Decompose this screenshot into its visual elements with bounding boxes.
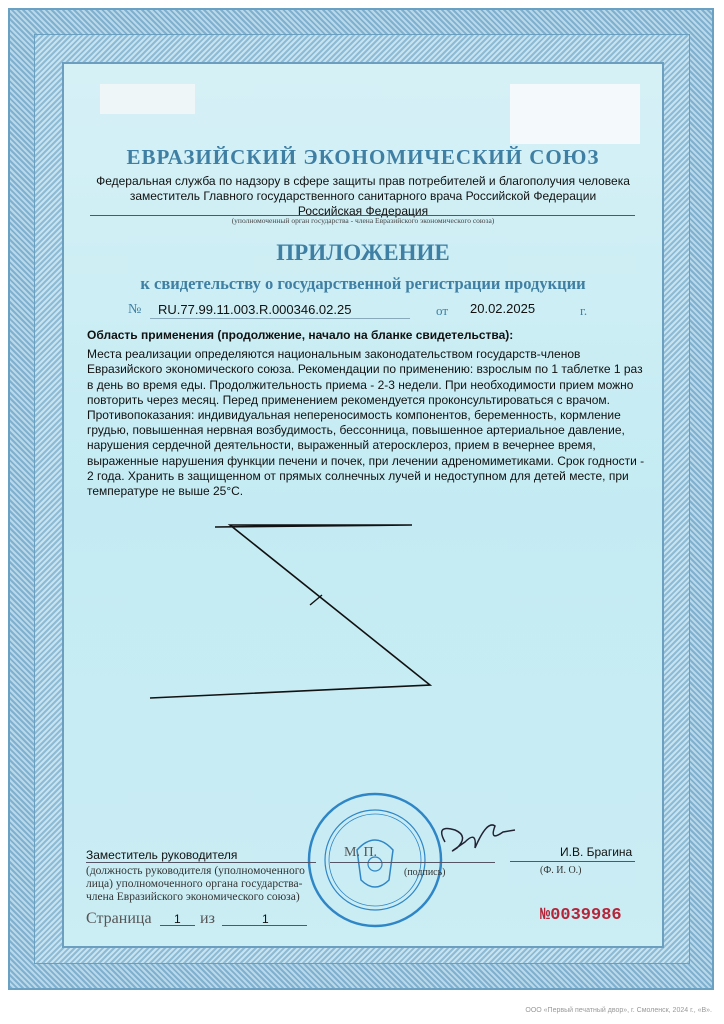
agency-line: заместитель Главного государственного санитарного врача Российской Федерации [129, 189, 597, 203]
appendix-subtitle: к свидетельству о государственной регистрации продукции [140, 274, 586, 293]
blank-patch [100, 84, 195, 114]
blank-patch [510, 84, 640, 144]
name-label: (Ф. И. О.) [540, 865, 582, 876]
agency-line: Федеральная служба по надзору в сфере защиты прав потребителей и благополучия человека [96, 174, 630, 188]
union-title: ЕВРАЗИЙСКИЙ ЭКОНОМИЧЕСКИЙ СОЮЗ [126, 145, 600, 169]
divider [160, 925, 195, 926]
scope-section [87, 328, 647, 499]
agency-note: (уполномоченный орган государства - члена Евразийского экономического союза) [231, 216, 495, 225]
z-stroke [150, 525, 430, 698]
seal-placeholder: М. П. [344, 845, 378, 860]
page-number: 1 [174, 912, 181, 926]
scope-heading: Область применения (продолжение, начало на бланке свидетельства): [87, 328, 514, 342]
agency-name [62, 174, 664, 219]
signature-label: (подпись) [404, 867, 446, 878]
form-number: №0039986 [540, 906, 622, 925]
signature [425, 812, 525, 862]
of-label: из [200, 910, 215, 927]
signer-name: И.В. Брагина [560, 845, 633, 859]
number-label: № [128, 302, 142, 317]
certificate-date: 20.02.2025 [470, 301, 536, 316]
page-label: Страница [86, 910, 152, 927]
certificate-number: RU.77.99.11.003.R.000346.02.25 [158, 302, 352, 317]
position-note-line: члена Евразийского экономического союза) [86, 891, 300, 903]
z-cancellation-mark [140, 515, 450, 705]
divider [510, 861, 635, 862]
position-note-line: (должность руководителя (уполномоченного [86, 865, 305, 877]
divider [150, 318, 410, 319]
divider [86, 862, 316, 863]
scope-text: Места реализации определяются национальным законодательством государств-членов Евразийского экономического союза. Рекомендации по применению: взрослым по 1 таблетке 1 раз в день во время еды. Продолжительность приема - 2-3 недели. При необходимости прием можно повторить через месяц. Перед применением рекомендуется проконсультироваться с врачом. Противопоказания: индивидуальная непереносимость компонентов, беременность, кормление грудью, повышенная нервная возбудимость, бессонница, повышенное артериальное давление, нарушения сердечной деятельности, выраженный атеросклероз, прием в вечернее время, выраженные нарушения функции печени и почек, при лечении адреномиметиками. Срок годности - 2 года. Хранить в защищенном от прямых солнечных лучей и недоступном для детей месте, при температуре не выше 25°С. [87, 347, 645, 499]
date-label: от [436, 303, 449, 318]
printer-credit: ООО «Первый печатный двор», г. Смоленск, 2024 г., «В». [525, 1007, 712, 1014]
appendix-title: ПРИЛОЖЕНИЕ [276, 240, 450, 265]
position-note [86, 865, 305, 904]
divider [222, 925, 307, 926]
z-tick [310, 595, 322, 605]
year-suffix: г. [580, 303, 588, 318]
agency-line: Российская Федерация [297, 204, 429, 218]
position-note-line: лица) уполномоченного органа государства- [86, 878, 303, 890]
total-pages: 1 [262, 912, 269, 926]
signer-position: Заместитель руководителя [86, 848, 238, 862]
divider [330, 862, 495, 863]
